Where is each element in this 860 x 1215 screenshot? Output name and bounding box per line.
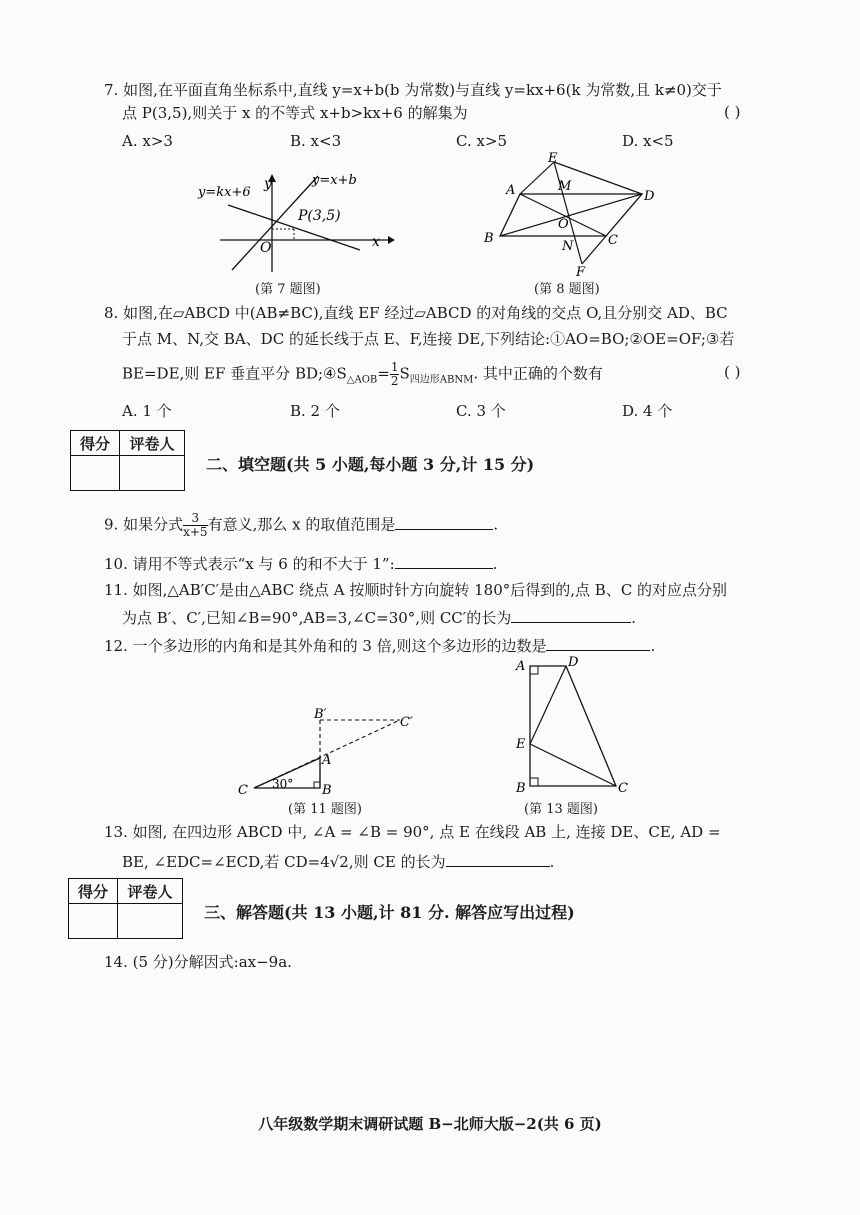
- q13-end: .: [549, 853, 555, 871]
- fig7-label-origin: O: [260, 240, 272, 256]
- fig13-caption: (第 13 题图): [524, 802, 598, 817]
- q12-answer-blank[interactable]: [546, 634, 650, 651]
- fig11-caption: (第 11 题图): [288, 802, 362, 817]
- score-cell-pingjuan[interactable]: [120, 456, 185, 491]
- q11-answer-blank[interactable]: [511, 606, 631, 623]
- q7-option-a: A. x>3: [122, 132, 173, 150]
- fig11-right-angle: [314, 782, 320, 788]
- score-header-pingjuan: 评卷人: [120, 431, 185, 456]
- fig11-label-angle: 30°: [272, 777, 294, 791]
- score-box-section2: [70, 430, 185, 491]
- score3-header-pingjuan: 评卷人: [118, 879, 183, 904]
- q9-text-b: 有意义,那么 x 的取值范围是: [207, 515, 396, 534]
- q13-line2-text: BE, ∠EDC=∠ECD,若 CD=4√2,则 CE 的长为: [122, 853, 446, 871]
- q8-line1: 8. 如图,在▱ABCD 中(AB≠BC),直线 EF 经过▱ABCD 的对角线的交点 O,且分别交 AD、BC: [104, 304, 728, 322]
- q8-sub-aob: △AOB: [346, 374, 378, 386]
- q11-line1: 11. 如图,△AB′C′是由△ABC 绕点 A 按顺时针方向旋转 180°后得到的,点 B、C 的对应点分别: [104, 581, 728, 599]
- q8-sub-abnm: 四边形ABNM: [409, 374, 474, 386]
- q12-text: 12. 一个多边形的内角和是其外角和的 3 倍,则这个多边形的边数是: [104, 637, 547, 655]
- q7-answer-paren: ( ): [724, 103, 741, 121]
- q8-line3-text-a: BE=DE,则 EF 垂直平分 BD;④S: [122, 364, 347, 383]
- q8-frac-den: 2: [390, 374, 399, 388]
- score-cell-defen[interactable]: [71, 456, 120, 491]
- fig11-label-bp: B′: [314, 707, 327, 722]
- fig8-label-e: E: [548, 152, 558, 166]
- fig13-label-e: E: [516, 737, 526, 752]
- fig13-line-de: [530, 666, 566, 744]
- fig8-ext-dc: [582, 236, 606, 264]
- fig13-label-b: B: [516, 781, 526, 796]
- q8-frac-num: 1: [390, 360, 399, 374]
- fig13-line-ce: [530, 744, 616, 786]
- fig8-label-d: D: [644, 189, 655, 204]
- q8-s: S: [399, 364, 410, 383]
- q9-text-a: 9. 如果分式: [104, 515, 184, 534]
- fig8-diagonal-bd: [500, 194, 642, 236]
- q10-end: .: [492, 555, 498, 573]
- fig11-label-cp: C′: [400, 715, 413, 730]
- fig7-x-arrow: [388, 236, 395, 244]
- q9: [104, 512, 498, 539]
- fig13-right-angle-b: [530, 778, 538, 786]
- q13-line1: 13. 如图, 在四边形 ABCD 中, ∠A = ∠B = 90°, 点 E 在线段 AB 上, 连接 DE、CE, AD =: [104, 823, 721, 841]
- q9-end: .: [493, 515, 499, 534]
- score-box-section3: [68, 878, 183, 939]
- fig11-label-c: C: [238, 783, 248, 798]
- fig8-caption: (第 8 题图): [534, 282, 600, 297]
- q11-end: .: [631, 609, 636, 627]
- q8-option-d: D. 4 个: [622, 402, 673, 420]
- q10-answer-blank[interactable]: [395, 552, 493, 569]
- q7-option-d: D. x<5: [622, 132, 674, 150]
- fig7-label-y: y: [264, 176, 272, 192]
- q8-line2: 于点 M、N,交 BA、DC 的延长线于点 E、F,连接 DE,下列结论:①AO=BO;②OE=OF;③若: [122, 330, 735, 348]
- q8-option-c: C. 3 个: [456, 402, 506, 420]
- fig7-caption: (第 7 题图): [255, 282, 321, 297]
- q7-line1: 7. 如图,在平面直角坐标系中,直线 y=x+b(b 为常数)与直线 y=kx+6(k 为常数,且 k≠0)交于: [104, 81, 722, 99]
- q10-text: 10. 请用不等式表示“x 与 6 的和不大于 1”:: [104, 555, 395, 573]
- q9-answer-blank[interactable]: [395, 513, 493, 530]
- fig13-label-d: D: [568, 655, 579, 670]
- score3-cell-pingjuan[interactable]: [118, 904, 183, 939]
- q9-frac-num: 3: [183, 512, 207, 526]
- q8-eq: =: [377, 364, 390, 383]
- fig7-label-xb: y=x+b: [312, 173, 357, 188]
- score3-header-defen: 得分: [69, 879, 118, 904]
- q8-line3: [122, 361, 603, 391]
- figure-13: [508, 652, 638, 798]
- fig8-label-f: F: [576, 265, 586, 278]
- q14: 14. (5 分)分解因式:ax−9a.: [104, 953, 292, 971]
- q13-line2: [122, 850, 554, 872]
- q8-option-a: A. 1 个: [122, 402, 172, 420]
- fig7-label-x: x: [372, 234, 380, 250]
- fig8-label-m: M: [558, 179, 572, 194]
- q12-end: .: [650, 637, 656, 655]
- q7-option-c: C. x>5: [456, 132, 508, 150]
- q11-line2-text: 为点 B′、C′,已知∠B=90°,AB=3,∠C=30°,则 CC′的长为: [122, 609, 512, 627]
- q9-frac-den: x+5: [183, 525, 208, 539]
- figure-8: [470, 152, 670, 278]
- fig13-label-c: C: [618, 781, 628, 796]
- q7-option-b: B. x<3: [290, 132, 342, 150]
- fig8-label-b: B: [484, 231, 494, 246]
- q11-line2: [122, 606, 636, 628]
- fig11-label-a: A: [322, 753, 332, 768]
- q7-line2: 点 P(3,5),则关于 x 的不等式 x+b>kx+6 的解集为: [122, 104, 468, 122]
- fig8-ext-ba: [520, 162, 554, 194]
- fig8-label-c: C: [608, 233, 618, 248]
- fig7-label-kx6: y=kx+6: [198, 185, 251, 200]
- page-footer: 八年级数学期末调研试题 B−北师大版−2(共 6 页): [258, 1115, 602, 1133]
- figure-7: [190, 160, 400, 278]
- section2-title: 二、填空题(共 5 小题,每小题 3 分,计 15 分): [206, 455, 535, 474]
- figure-11: [230, 702, 430, 802]
- fig13-right-angle-a: [530, 666, 538, 674]
- fig13-quadrilateral: [530, 666, 616, 786]
- q8-answer-paren: ( ): [724, 363, 741, 381]
- fig8-label-n: N: [562, 239, 574, 254]
- q13-answer-blank[interactable]: [446, 850, 550, 867]
- fig13-label-a: A: [516, 659, 526, 674]
- q9-fraction: [183, 512, 207, 539]
- section3-title: 三、解答题(共 13 小题,计 81 分. 解答应写出过程): [204, 903, 575, 922]
- score-header-defen: 得分: [71, 431, 120, 456]
- fig8-label-a: A: [506, 183, 516, 198]
- score3-cell-defen[interactable]: [69, 904, 118, 939]
- fig7-label-p: P(3,5): [298, 208, 341, 224]
- q8-option-b: B. 2 个: [290, 402, 340, 420]
- fig8-label-o: O: [558, 217, 569, 232]
- q10: [104, 552, 497, 574]
- fig11-label-b: B: [322, 783, 332, 798]
- q8-line3-text-b: . 其中正确的个数有: [473, 364, 603, 383]
